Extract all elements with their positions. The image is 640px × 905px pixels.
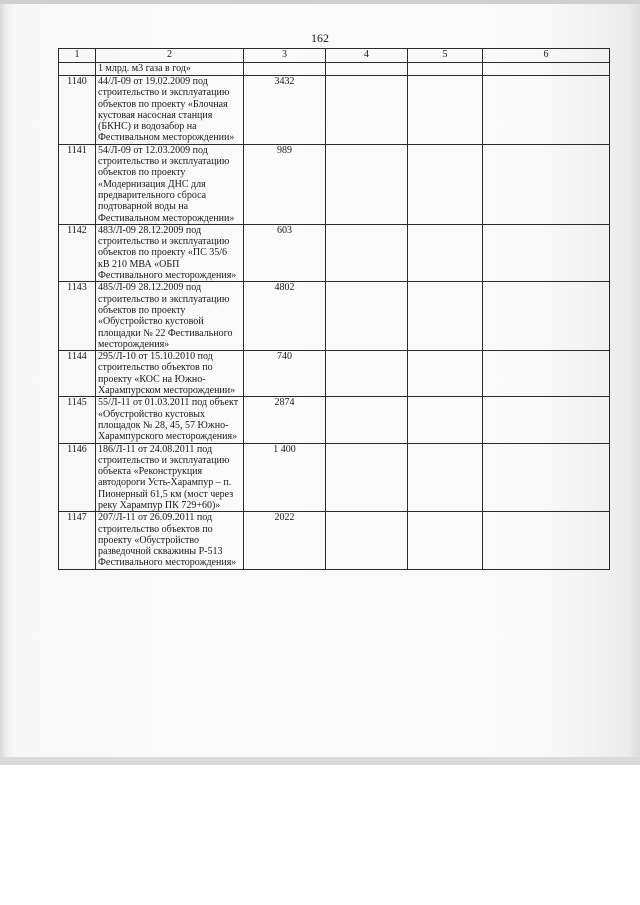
row-col6-cell — [483, 351, 610, 397]
row-number-cell: 1140 — [59, 76, 96, 145]
row-col6-cell — [483, 443, 610, 512]
row-col4-cell — [326, 76, 408, 145]
table-row — [59, 144, 610, 224]
row-number-cell: 1146 — [59, 443, 96, 512]
table-row — [59, 76, 610, 145]
header-row — [59, 49, 610, 63]
table-row — [59, 282, 610, 351]
row-value-cell: 1 400 — [244, 443, 326, 512]
row-number-cell: 1144 — [59, 351, 96, 397]
row-col4-cell — [326, 351, 408, 397]
row-description-cell: 186/Л-11 от 24.08.2011 под строительство и эксплуатацию объекта «Реконструкция автодороги Усть-Харампур – п. Пионерный 61,5 км (мост через реку Харампур ПК 729+60)» — [96, 443, 244, 512]
row-col6-cell — [483, 397, 610, 443]
scan-top-edge — [0, 0, 640, 4]
row-col5-cell — [408, 76, 483, 145]
page-number: 162 — [311, 31, 329, 45]
col-header-4: 4 — [326, 49, 408, 63]
row-value-cell: 989 — [244, 144, 326, 224]
row-value-cell: 2022 — [244, 512, 326, 569]
row-description-cell: 485/Л-09 28.12.2009 под строительство и эксплуатацию объектов по проекту «Обустройство кустовой площадки № 22 Фестивального месторождения» — [96, 282, 244, 351]
row-number-cell: 1143 — [59, 282, 96, 351]
row-col5-cell — [408, 144, 483, 224]
table-row — [59, 443, 610, 512]
row-description-cell: 295/Л-10 от 15.10.2010 под строительство объектов по проекту «КОС на Южно-Харампурском месторождении» — [96, 351, 244, 397]
row-col6-cell — [483, 224, 610, 281]
continuation-cell — [483, 63, 610, 76]
row-col6-cell — [483, 282, 610, 351]
row-value-cell: 4802 — [244, 282, 326, 351]
row-description-cell: 44/Л-09 от 19.02.2009 под строительство и эксплуатацию объектов по проекту «Блочная кустовая насосная станция (БКНС) и водозабор на Фестивальном месторождении» — [96, 76, 244, 145]
col-header-3: 3 — [244, 49, 326, 63]
row-col4-cell — [326, 397, 408, 443]
row-description-cell: 54/Л-09 от 12.03.2009 под строительство и эксплуатацию объектов по проекту «Модернизация ДНС для предварительного сброса подтоварной воды на Фестивальном месторождении» — [96, 144, 244, 224]
row-col5-cell — [408, 443, 483, 512]
row-number-cell: 1145 — [59, 397, 96, 443]
row-col6-cell — [483, 76, 610, 145]
row-col4-cell — [326, 224, 408, 281]
row-col5-cell — [408, 397, 483, 443]
row-description-cell: 483/Л-09 28.12.2009 под строительство и эксплуатацию объектов по проекту «ПС 35/6 кВ 210 МВА «ОБП Фестивального месторождения» — [96, 224, 244, 281]
row-col5-cell — [408, 351, 483, 397]
row-number-cell: 1142 — [59, 224, 96, 281]
row-value-cell: 2874 — [244, 397, 326, 443]
row-col4-cell — [326, 512, 408, 569]
scan-bottom-edge — [0, 757, 640, 765]
col-header-2: 2 — [96, 49, 244, 63]
continuation-row — [59, 63, 610, 76]
row-col4-cell — [326, 144, 408, 224]
row-col5-cell — [408, 282, 483, 351]
col-header-1: 1 — [59, 49, 96, 63]
row-number-cell: 1147 — [59, 512, 96, 569]
continuation-cell — [326, 63, 408, 76]
register-table — [58, 48, 610, 570]
continuation-text: 1 млрд. м3 газа в год» — [96, 63, 244, 76]
row-col4-cell — [326, 282, 408, 351]
row-col6-cell — [483, 512, 610, 569]
row-col5-cell — [408, 512, 483, 569]
row-col5-cell — [408, 224, 483, 281]
row-value-cell: 3432 — [244, 76, 326, 145]
row-description-cell: 55/Л-11 от 01.03.2011 под объект «Обустройство кустовых площадок № 28, 45, 57 Южно-Харампурского месторождения» — [96, 397, 244, 443]
continuation-num-cell — [59, 63, 96, 76]
row-number-cell: 1141 — [59, 144, 96, 224]
row-description-cell: 207/Л-11 от 26.09.2011 под строительство объектов по проекту «Обустройство разведочной скважины Р-513 Фестивального месторождения» — [96, 512, 244, 569]
continuation-cell — [408, 63, 483, 76]
col-header-5: 5 — [408, 49, 483, 63]
table-row — [59, 224, 610, 281]
table-row — [59, 397, 610, 443]
row-col6-cell — [483, 144, 610, 224]
table-row — [59, 351, 610, 397]
row-value-cell: 603 — [244, 224, 326, 281]
row-col4-cell — [326, 443, 408, 512]
table-row — [59, 512, 610, 569]
col-header-6: 6 — [483, 49, 610, 63]
row-value-cell: 740 — [244, 351, 326, 397]
continuation-cell — [244, 63, 326, 76]
